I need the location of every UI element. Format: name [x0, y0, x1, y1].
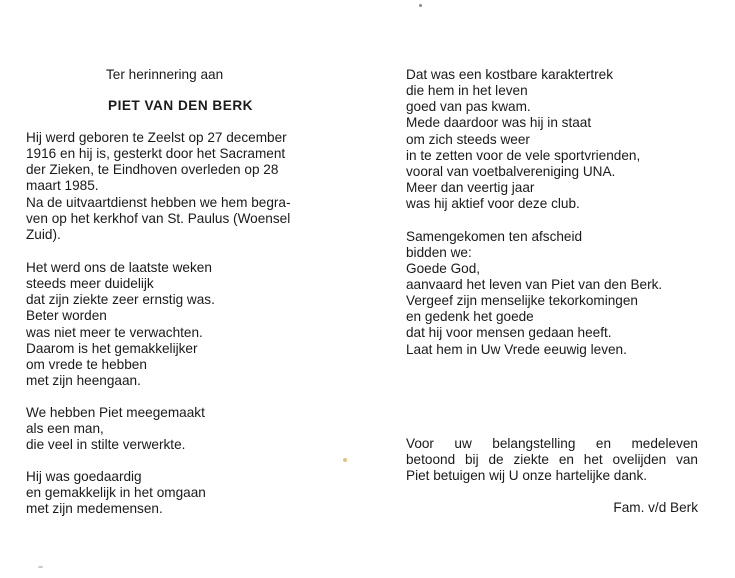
bio-line: Hij werd geboren te Zeelst op 27 december: [26, 130, 287, 145]
verse-line: in te zetten voor de vele sportvrienden,: [406, 148, 641, 163]
verse-line: Meer dan veertig jaar: [406, 180, 535, 195]
prayer-line: Laat hem in Uw Vrede eeuwig leven.: [406, 342, 627, 357]
prayer-line: dat hij voor mensen gedaan heeft.: [406, 325, 612, 340]
signature-text: Fam. v/d Berk: [613, 500, 698, 515]
verse-line: met zijn medemensen.: [26, 501, 163, 516]
verse-line: die hem in het leven: [406, 83, 528, 98]
verse-line: goed van pas kwam.: [406, 99, 531, 114]
verse-line: en gemakkelijk in het omgaan: [26, 485, 206, 500]
prayer-line: bidden we:: [406, 245, 472, 260]
prayer-line: en gedenk het goede: [406, 309, 534, 324]
prayer-line: Samengekomen ten afscheid: [406, 229, 583, 244]
verse-line: Dat was een kostbare karaktertrek: [406, 67, 614, 82]
thanks-line: betoond bij de ziekte en het ovelijden van: [406, 452, 698, 467]
verse-line: om vrede te hebben: [26, 357, 147, 372]
prayer-line: aanvaard het leven van Piet van den Berk.: [406, 277, 663, 292]
intro-text: Ter herinnering aan: [106, 67, 224, 82]
verse-line: Mede daardoor was hij in staat: [406, 115, 592, 130]
deceased-name: PIET VAN DEN BERK: [108, 98, 253, 113]
verse-line: steeds meer duidelijk: [26, 276, 154, 291]
prayer-line: Goede God,: [406, 261, 481, 276]
verse-line: was niet meer te verwachten.: [26, 325, 203, 340]
verse-line: Beter worden: [26, 308, 107, 323]
bio-line: maart 1985.: [26, 178, 99, 193]
print-speck: [419, 4, 422, 7]
verse-line: Het werd ons de laatste weken: [26, 260, 212, 275]
thanks-line: Piet betuigen wij U onze hartelijke dank.: [406, 468, 648, 483]
verse-line: was hij aktief voor deze club.: [406, 196, 580, 211]
bio-line: Zuid).: [26, 227, 61, 242]
bio-line: 1916 en hij is, gesterkt door het Sacrament: [26, 146, 286, 161]
verse-line: om zich steeds weer: [406, 132, 530, 147]
print-speck: [38, 566, 43, 568]
verse-line: vooral van voetbalvereniging UNA.: [406, 164, 616, 179]
print-speck: [343, 458, 347, 462]
verse-line: Daarom is het gemakkelijker: [26, 341, 198, 356]
prayer-line: Vergeef zijn menselijke tekorkomingen: [406, 293, 638, 308]
bio-line: ven op het kerkhof van St. Paulus (Woensel: [26, 211, 291, 226]
bio-line: der Zieken, te Eindhoven overleden op 28: [26, 162, 279, 177]
bio-line: Na de uitvaartdienst hebben we hem begra-: [26, 195, 291, 210]
verse-line: als een man,: [26, 421, 104, 436]
verse-line: die veel in stilte verwerkte.: [26, 437, 186, 452]
verse-line: We hebben Piet meegemaakt: [26, 405, 205, 420]
verse-line: dat zijn ziekte zeer ernstig was.: [26, 292, 215, 307]
thanks-line: Voor uw belangstelling en medeleven: [406, 436, 698, 451]
verse-line: met zijn heengaan.: [26, 373, 141, 388]
verse-line: Hij was goedaardig: [26, 469, 142, 484]
